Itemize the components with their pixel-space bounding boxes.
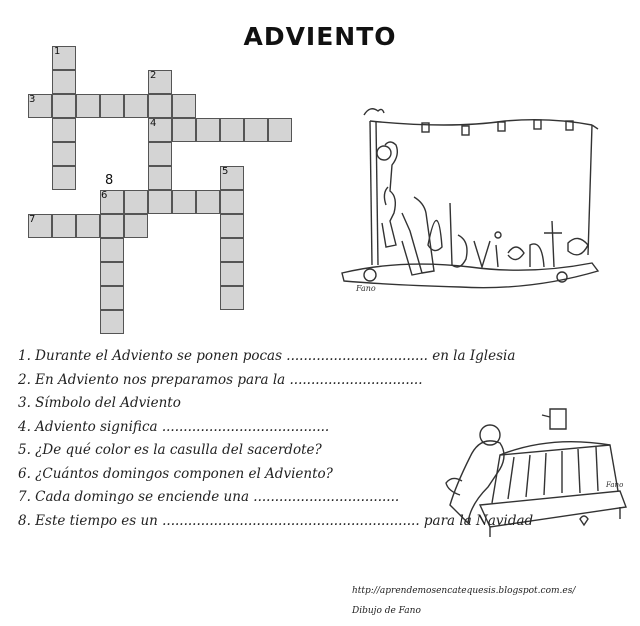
crossword-cell[interactable] — [196, 118, 220, 142]
crossword-cell[interactable] — [196, 190, 220, 214]
clue-7: 7. Cada domingo se enciende una .................................. — [18, 489, 400, 505]
crossword-number-4: 4 — [150, 118, 157, 129]
crossword-cell[interactable] — [220, 238, 244, 262]
clue-8: 8. Este tiempo es un ............................................................ para la Navidad — [18, 512, 534, 529]
bottom-illustration-signature: Fano — [606, 481, 624, 489]
crossword-cell[interactable] — [52, 166, 76, 190]
advent-illustration — [330, 95, 610, 300]
crossword-number-6: 6 — [101, 190, 108, 201]
crossword-cell[interactable] — [244, 118, 268, 142]
crossword-cell[interactable] — [124, 94, 148, 118]
crossword-cell[interactable] — [172, 94, 196, 118]
crossword-cell[interactable] — [220, 262, 244, 286]
clue-6: 6. ¿Cuántos domingos componen el Adviento? — [18, 465, 333, 482]
crossword-number-1: 1 — [54, 46, 61, 57]
crossword-cell[interactable] — [100, 286, 124, 310]
crossword-cell[interactable] — [220, 190, 244, 214]
crossword-cell[interactable] — [172, 118, 196, 142]
crossword-cell[interactable] — [148, 142, 172, 166]
crossword-cell[interactable] — [220, 118, 244, 142]
source-url: http://aprendemosencatequesis.blogspot.com.es/ — [352, 586, 576, 596]
crossword-cell[interactable] — [124, 190, 148, 214]
crossword-number-2: 2 — [150, 70, 157, 81]
crossword-cell[interactable] — [148, 166, 172, 190]
crossword-cell[interactable] — [52, 118, 76, 142]
crossword-number-7: 7 — [29, 214, 36, 225]
crossword-cell[interactable] — [148, 190, 172, 214]
clue-2: 2. En Adviento nos preparamos para la ............................... — [18, 371, 423, 388]
crossword-cell[interactable] — [52, 142, 76, 166]
drawing-credit: Dibujo de Fano — [352, 606, 421, 616]
crossword-cell[interactable] — [148, 94, 172, 118]
crossword-cell[interactable] — [268, 118, 292, 142]
crossword-cell[interactable] — [52, 214, 76, 238]
crossword-cell[interactable] — [52, 70, 76, 94]
crossword-cell[interactable] — [76, 214, 100, 238]
crossword-cell[interactable] — [220, 286, 244, 310]
clue-4: 4. Adviento significa ....................................... — [18, 418, 330, 435]
crossword-cell[interactable] — [100, 238, 124, 262]
crossword-cell[interactable] — [52, 94, 76, 118]
clue-3: 3. Símbolo del Adviento — [18, 395, 181, 411]
crossword-cell[interactable] — [100, 310, 124, 334]
crossword-cell[interactable] — [220, 214, 244, 238]
crossword-cell[interactable] — [100, 94, 124, 118]
clue-1: 1. Durante el Adviento se ponen pocas ................................. en la Iglesia — [18, 348, 516, 364]
crossword-number-8: 8 — [105, 173, 114, 188]
clue-5: 5. ¿De qué color es la casulla del sacerdote? — [18, 442, 322, 458]
crossword-cell[interactable] — [124, 214, 148, 238]
crossword-number-5: 5 — [222, 166, 229, 177]
crossword-cell[interactable] — [100, 214, 124, 238]
page-title: ADVIENTO — [243, 22, 397, 51]
clue-list — [18, 345, 534, 533]
crossword-number-3: 3 — [29, 94, 36, 105]
top-illustration-signature: Fano — [356, 284, 376, 293]
crossword-cell[interactable] — [100, 262, 124, 286]
crossword-cell[interactable] — [172, 190, 196, 214]
crossword-cell[interactable] — [76, 94, 100, 118]
